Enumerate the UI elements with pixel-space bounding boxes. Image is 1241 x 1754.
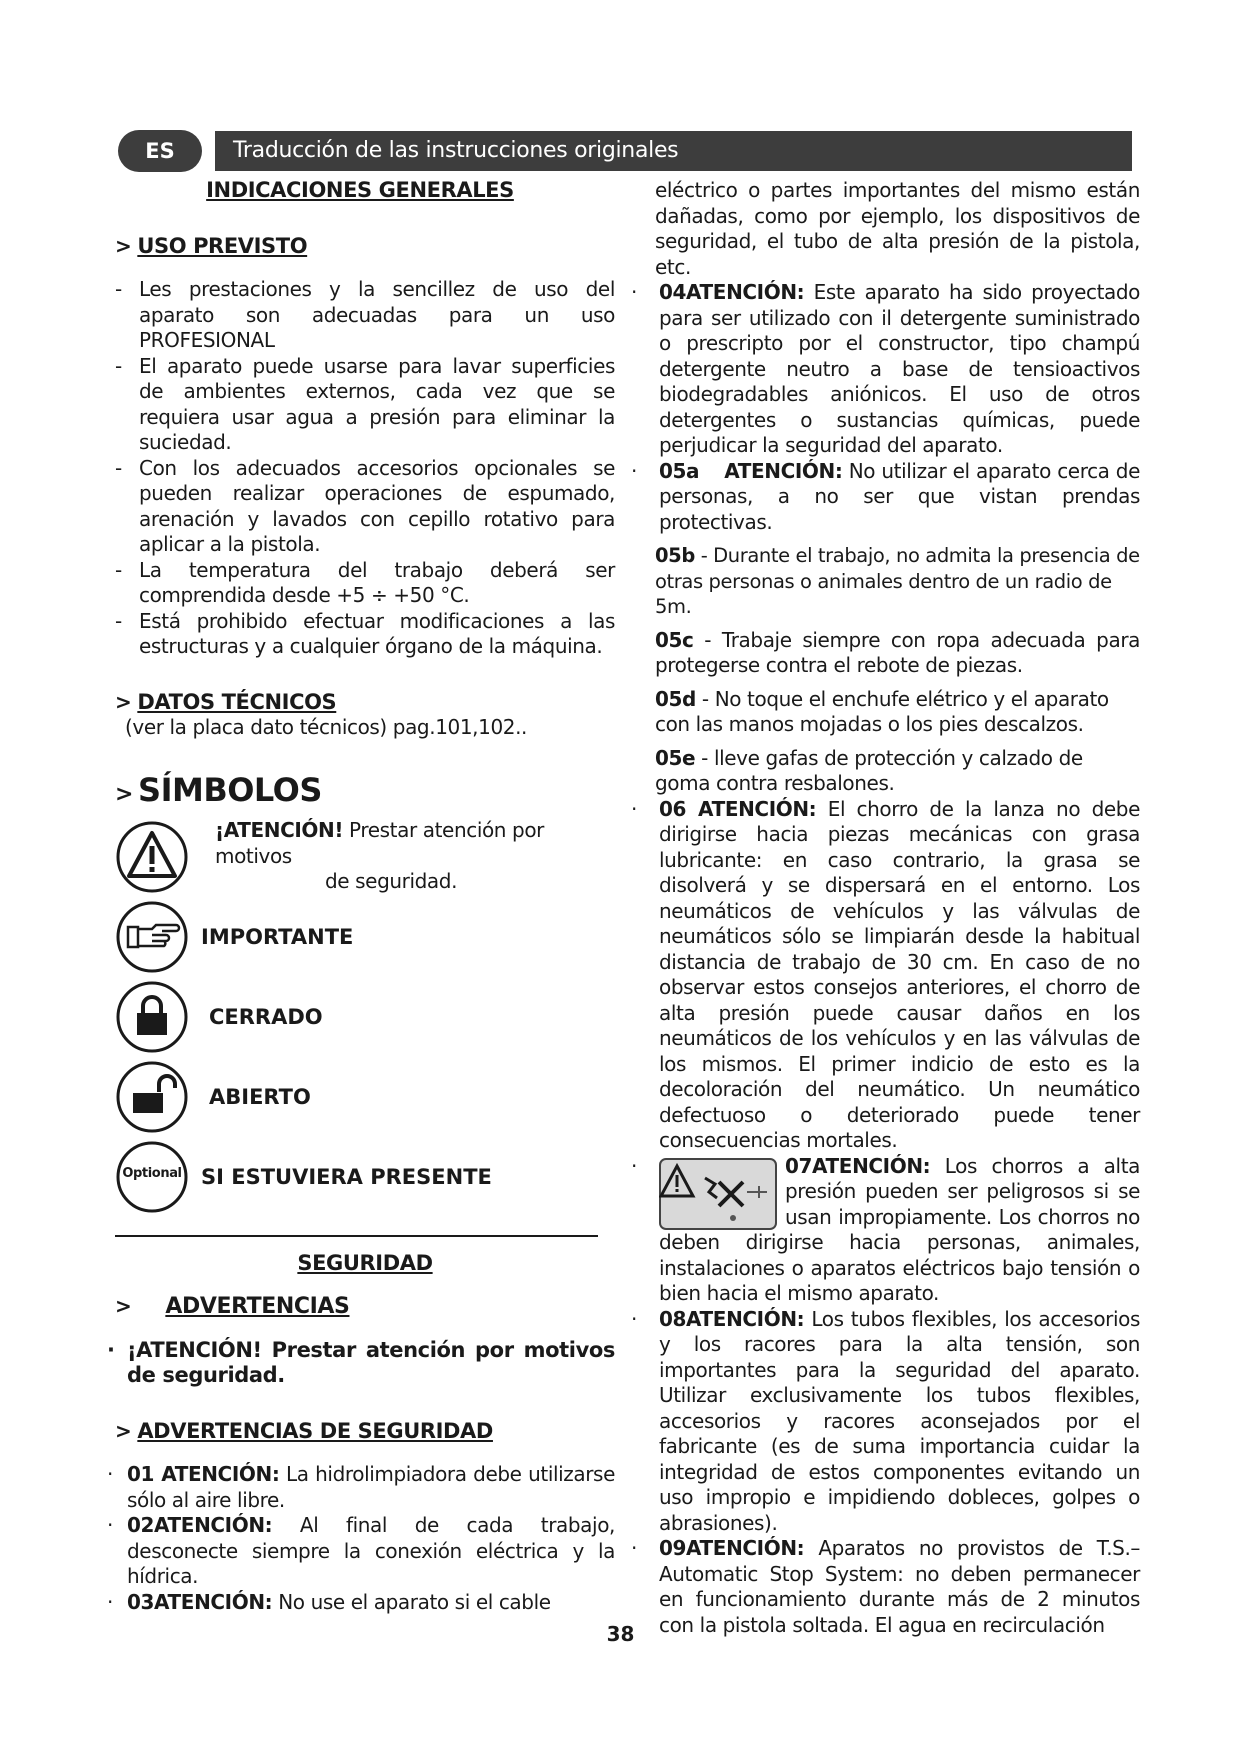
warning-05d: 05d - No toque el enchufe elétrico y el aparato con las manos mojadas o los pies descalzos. (655, 686, 1109, 736)
warning-04: · 04ATENCIÓN: Este aparato ha sido proyectado para ser utilizado con il detergente suministrado o prescripto por el constructor, tipo champú detergente neutro a base de tensioactivos biodegradables aniónicos. El uso de otros detergentes o sustancias químicas, puede perjudicar la seguridad del aparato. (631, 280, 1140, 457)
warning-08: · 08ATENCIÓN: Los tubos flexibles, los accesorios y los racores para la alta tensión, son importantes para la seguridad del aparato. Utilizar exclusivamente los tubos flexibles, accesorios y racores aconsejados por el fabricante (es de suma importancia cuidar la integridad de estos componentes evitando un uso impropio e impidiendo dobleces, golpes o abrasiones). (631, 1306, 1140, 1535)
left-column (107, 178, 615, 1615)
adv-seg-marker: > (115, 1418, 132, 1443)
uso-item: - El aparato puede usarse para lavar superficies de ambientes externos, cada vez que se requiera usar agua a presión para eliminar la suciedad. (115, 353, 615, 454)
pointing-hand-icon (115, 900, 189, 974)
warning-06: · 06 ATENCIÓN: El chorro de la lanza no debe dirigirse hacia piezas mecánicas con grasa lubricante: en caso contrario, la grasa se disolverá y se dispersará en el entorno. Los neumáticos de vehículos y las válvulas de neumáticos sólo se limpiarán desde la habitual distancia de trabajo de 30 cm. En caso de no observar estos consejos anteriores, el chorro de alta presión puede causar daños en los neumáticos de los vehículos y en las válvulas de los mismos. El primer indicio de esto es la decoloración del neumático. Un neumático defectuoso o deteriorado puede tener consecuencias mortales. (631, 796, 1140, 1152)
adv-seg-title: ADVERTENCIAS DE SEGURIDAD (137, 1418, 493, 1443)
spray-warning-pictogram-icon (659, 1158, 777, 1230)
adv-seguridad-heading (115, 1419, 615, 1445)
symbol-atencion-row (115, 817, 615, 897)
datos-heading (115, 690, 615, 716)
uso-title: USO PREVISTO (137, 233, 308, 258)
uso-item: - Está prohibido efectuar modificaciones a las estructuras y a cualquier órgano de la máquina. (115, 608, 615, 658)
general-title: INDICACIONES GENERALES (206, 178, 514, 202)
seguridad-title: SEGURIDAD (297, 1250, 433, 1275)
adv-marker: > (115, 1294, 132, 1318)
lock-closed-icon (115, 980, 189, 1054)
warning-07: · 07ATENCIÓN: Los chorros a alta presión pueden ser peligrosos si se usan impropiamente. Los chorros no deben dirigirse hacia personas, animales, instalaciones o aparatos eléctricos bajo tensión o bien hacia el mismo aparato. (631, 1153, 1140, 1305)
symbol-atencion-text: ¡ATENCIÓN! Prestar atención por motivos de seguridad. (215, 818, 544, 894)
warning-09: · 09ATENCIÓN: Aparatos no provistos de T.S.– Automatic Stop System: no deben permanecer en funcionamiento durante más de 2 minutos con la pistola soltada. El agua en recirculación (631, 1536, 1140, 1637)
language-badge: ES (118, 130, 202, 172)
adv-bullet-item: · ¡ATENCIÓN! Prestar atención por motivos de seguridad. (107, 1337, 615, 1387)
datos-marker: > (115, 689, 132, 714)
uso-marker: > (115, 233, 132, 258)
adv-title: ADVERTENCIAS (165, 1294, 350, 1319)
symbol-importante-row (115, 897, 615, 977)
simbolos-heading (115, 771, 615, 809)
warning-triangle-icon (115, 820, 189, 894)
warning-05b: 05b - Durante el trabajo, no admita la presencia de otras personas o animales dentro de un radio de 5m. (655, 544, 1140, 618)
page-number: 38 (606, 1622, 635, 1646)
warning-item: · 03ATENCIÓN: No use el aparato si el cable (107, 1589, 551, 1614)
symbol-cerrado-row (115, 977, 615, 1057)
lock-open-icon (115, 1060, 189, 1134)
symbol-abierto-row (115, 1057, 615, 1137)
right-column (631, 178, 1140, 1638)
simbolos-marker: > (115, 781, 133, 807)
simbolos-title: SÍMBOLOS (138, 770, 322, 809)
warning-item: · 02ATENCIÓN: Al final de cada trabajo, desconecte siempre la conexión eléctrica y la hídrica. (107, 1513, 615, 1588)
continued-text: eléctrico o partes importantes del mismo están dañadas, como por ejemplo, los dispositivos de seguridad, el tubo de alta presión de la pistola, etc. (655, 178, 1140, 279)
symbol-cerrado-label: CERRADO (209, 1004, 323, 1029)
uso-item: - La temperatura del trabajo deberá ser comprendida desde +5 ÷ +50 °C. (115, 557, 615, 607)
datos-text: (ver la placa dato técnicos) pag.101,102.. (125, 715, 528, 739)
advertencias-heading (115, 1294, 615, 1320)
uso-heading (115, 234, 615, 260)
symbol-abierto-label: ABIERTO (209, 1084, 311, 1109)
datos-title: DATOS TÉCNICOS (137, 689, 337, 714)
symbol-optional-row (115, 1137, 615, 1217)
symbol-importante-label: IMPORTANTE (201, 924, 354, 949)
uso-item: - Les prestaciones y la sencillez de uso del aparato son adecuadas para un uso PROFESIONAL (115, 277, 615, 352)
optional-icon (115, 1140, 189, 1214)
header-title-bar: Traducción de las instrucciones originales (215, 131, 1132, 171)
warning-05e: 05e - lleve gafas de protección y calzado de goma contra resbalones. (655, 745, 1083, 795)
optional-badge-text: Optional (122, 1165, 182, 1181)
uso-item: - Con los adecuados accesorios opcionales se pueden realizar operaciones de espumado, arenación y lavados con cepillo rotativo para aplicar a la pistola. (115, 455, 615, 556)
section-divider (115, 1235, 598, 1237)
warning-item: · 01 ATENCIÓN: La hidrolimpiadora debe utilizarse sólo al aire libre. (107, 1462, 615, 1512)
warning-05a: · 05a ATENCIÓN: No utilizar el aparato cerca de personas, a no ser que vistan prendas protectivas. (631, 458, 1140, 534)
warning-05c: 05c - Trabaje siempre con ropa adecuada para protegerse contra el rebote de piezas. (655, 627, 1140, 677)
symbol-presente-label: SI ESTUVIERA PRESENTE (201, 1164, 492, 1189)
